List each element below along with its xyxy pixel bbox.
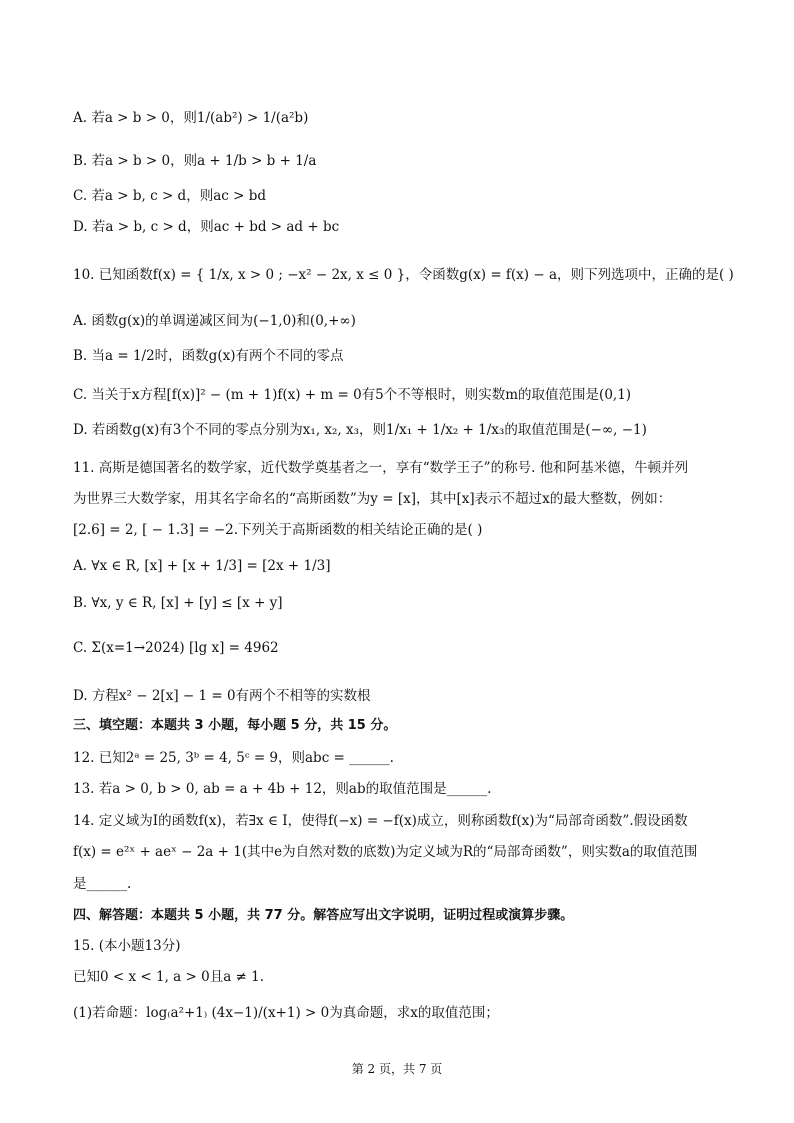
option-a-prev: A. 若a > b > 0，则1/(ab²) > 1/(a²b) bbox=[73, 110, 309, 126]
section-3-heading: 三、填空题：本题共 3 小题，每小题 5 分，共 15 分。 bbox=[73, 718, 397, 733]
q14-line-1: 14. 定义域为I的函数f(x)，若∃x ∈ I，使得f(−x) = −f(x)成立，则称函数f(x)为“局部奇函数”.假设函数 bbox=[73, 813, 688, 829]
q15-part1: (1)若命题：log₍a²+1₎ (4x−1)/(x+1) > 0为真命题，求x的取值范围； bbox=[73, 1005, 499, 1021]
q11-option-d: D. 方程x² − 2[x] − 1 = 0有两个不相等的实数根 bbox=[73, 688, 371, 704]
q14-line-2: f(x) = e²ˣ + aeˣ − 2a + 1(其中e为自然对数的底数)为定义域为R的“局部奇函数”，则实数a的取值范围 bbox=[73, 844, 698, 860]
q11-stem-2: 为世界三大数学家，用其名字命名的“高斯函数”为y = [x]，其中[x]表示不超过x的最大整数，例如： bbox=[73, 491, 672, 507]
q11-option-c: C. Σ(x=1→2024) [lg x] = 4962 bbox=[73, 640, 279, 656]
q10-option-b: B. 当a = 1/2时，函数g(x)有两个不同的零点 bbox=[73, 348, 344, 364]
section-4-heading: 四、解答题：本题共 5 小题，共 77 分。解答应写出文字说明，证明过程或演算步骤。 bbox=[73, 908, 574, 923]
option-b-prev: B. 若a > b > 0，则a + 1/b > b + 1/a bbox=[73, 153, 317, 169]
q12: 12. 已知2ᵃ = 25, 3ᵇ = 4, 5ᶜ = 9，则abc = ______. bbox=[73, 750, 394, 766]
q13: 13. 若a > 0, b > 0, ab = a + 4b + 12，则ab的取值范围是______. bbox=[73, 781, 492, 797]
q14-line-3: 是______. bbox=[73, 876, 132, 892]
q10-option-d: D. 若函数g(x)有3个不同的零点分别为x₁, x₂, x₃，则1/x₁ + 1/x₂ + 1/x₃的取值范围是(−∞, −1) bbox=[73, 422, 647, 438]
q11-option-b: B. ∀x, y ∈ R, [x] + [y] ≤ [x + y] bbox=[73, 595, 283, 611]
q15-given: 已知0 < x < 1, a > 0且a ≠ 1. bbox=[73, 969, 265, 985]
q11-stem-1: 11. 高斯是德国著名的数学家，近代数学奠基者之一，享有“数学王子”的称号. 他和阿基米德，牛顿并列 bbox=[73, 460, 689, 476]
page-footer: 第 2 页，共 7 页 bbox=[351, 1062, 443, 1076]
q10-option-a: A. 函数g(x)的单调递减区间为(−1,0)和(0,+∞) bbox=[73, 313, 356, 329]
option-d-prev: D. 若a > b, c > d，则ac + bd > ad + bc bbox=[73, 219, 340, 235]
option-c-prev: C. 若a > b, c > d，则ac > bd bbox=[73, 188, 266, 204]
q11-stem-3: [2.6] = 2, [ − 1.3] = −2.下列关于高斯函数的相关结论正确的是( ) bbox=[73, 522, 483, 538]
q15-title: 15. (本小题13分) bbox=[73, 938, 181, 954]
q10-option-c: C. 当关于x方程[f(x)]² − (m + 1)f(x) + m = 0有5个不等根时，则实数m的取值范围是(0,1) bbox=[73, 387, 632, 403]
q10-stem: 10. 已知函数f(x) = { 1/x, x > 0 ; −x² − 2x, x ≤ 0 }，令函数g(x) = f(x) − a，则下列选项中，正确的是( ) bbox=[73, 267, 734, 283]
q11-option-a: A. ∀x ∈ R, [x] + [x + 1/3] = [2x + 1/3] bbox=[73, 558, 331, 574]
